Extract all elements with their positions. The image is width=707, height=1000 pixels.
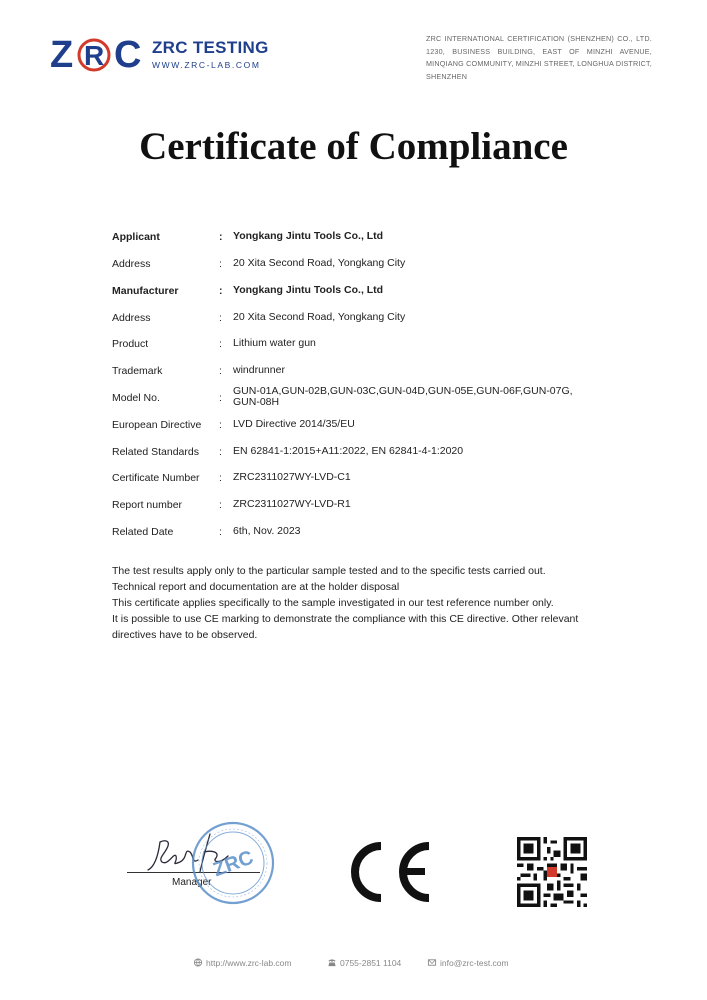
detail-label: Address	[112, 312, 151, 324]
detail-label: Address	[112, 258, 151, 270]
qr-code[interactable]	[517, 837, 587, 907]
detail-label: Product	[112, 338, 149, 350]
compliance-notes	[112, 563, 582, 643]
detail-colon: :	[219, 231, 223, 243]
globe-icon	[193, 958, 203, 967]
stamp-text: ZRC	[210, 846, 257, 882]
detail-value: 20 Xita Second Road, Yongkang City	[233, 257, 406, 269]
detail-value: 6th, Nov. 2023	[233, 525, 301, 537]
brand-name: ZRC TESTING	[152, 38, 269, 57]
detail-value: windrunner	[233, 364, 285, 376]
note-line: It is possible to use CE marking to demonstrate the compliance with this CE directive. Other relevant directives have to be observed.	[112, 613, 579, 641]
detail-label: Trademark	[112, 365, 163, 377]
detail-value: ZRC2311027WY-LVD-R1	[233, 498, 351, 510]
detail-label: Model No.	[112, 392, 160, 404]
svg-text:C: C	[114, 34, 142, 74]
detail-label: Applicant	[112, 231, 160, 243]
footer-phone-text: 0755-2851 1104	[340, 958, 402, 968]
detail-label: Manufacturer	[112, 285, 179, 297]
detail-colon: :	[219, 365, 222, 377]
detail-colon: :	[219, 472, 222, 484]
manager-label: Manager	[172, 877, 212, 888]
detail-value: ZRC2311027WY-LVD-C1	[233, 471, 351, 483]
page-title: Certificate of Compliance	[139, 125, 568, 168]
detail-label: Related Date	[112, 526, 174, 538]
detail-value: 20 Xita Second Road, Yongkang City	[233, 311, 406, 323]
detail-label: Report number	[112, 499, 183, 511]
footer-website-text: http://www.zrc-lab.com	[206, 958, 292, 968]
detail-value: LVD Directive 2014/35/EU	[233, 418, 355, 430]
footer-phone[interactable]	[327, 958, 401, 968]
company-stamp	[190, 820, 276, 906]
detail-colon: :	[219, 312, 222, 324]
ce-mark	[343, 838, 435, 906]
detail-colon: :	[219, 258, 222, 270]
detail-label: European Directive	[112, 419, 202, 431]
note-line: Technical report and documentation are at the holder disposal	[112, 581, 400, 593]
detail-value: Lithium water gun	[233, 337, 316, 349]
brand-website: WWW.ZRC-LAB.COM	[152, 60, 261, 70]
detail-label: Related Standards	[112, 446, 199, 458]
svg-text:Z: Z	[50, 34, 74, 74]
footer-email-text: info@zrc-test.com	[440, 958, 509, 968]
phone-icon	[327, 958, 337, 967]
zrc-logo	[50, 34, 150, 74]
detail-colon: :	[219, 419, 222, 431]
detail-colon: :	[219, 526, 222, 538]
detail-label: Certificate Number	[112, 472, 200, 484]
detail-colon: :	[219, 338, 222, 350]
note-line: The test results apply only to the particular sample tested and to the specific tests carried out.	[112, 565, 546, 577]
detail-colon: :	[219, 392, 222, 404]
detail-value: GUN-01A,GUN-02B,GUN-03C,GUN-04D,GUN-05E,GUN-06F,GUN-07G, GUN-08H	[233, 385, 573, 408]
company-address: ZRC INTERNATIONAL CERTIFICATION (SHENZHEN) CO., LTD. 1230, BUSINESS BUILDING, EAST OF MINZHI AVENUE, MINQIANG COMMUNITY, MINZHI STREET, LONGHUA DISTRICT, SHENZHEN	[426, 34, 652, 82]
note-line: This certificate applies specifically to the sample investigated in our test reference number only.	[112, 597, 554, 609]
detail-value: Yongkang Jintu Tools Co., Ltd	[233, 284, 384, 296]
svg-text:R: R	[84, 40, 105, 71]
mail-icon	[427, 958, 437, 967]
detail-colon: :	[219, 499, 222, 511]
footer-website[interactable]	[193, 958, 292, 968]
detail-value: Yongkang Jintu Tools Co., Ltd	[233, 230, 384, 242]
detail-value: EN 62841-1:2015+A11:2022, EN 62841-4-1:2020	[233, 445, 464, 457]
footer-email[interactable]	[427, 958, 509, 968]
detail-colon: :	[219, 285, 223, 297]
detail-colon: :	[219, 446, 222, 458]
